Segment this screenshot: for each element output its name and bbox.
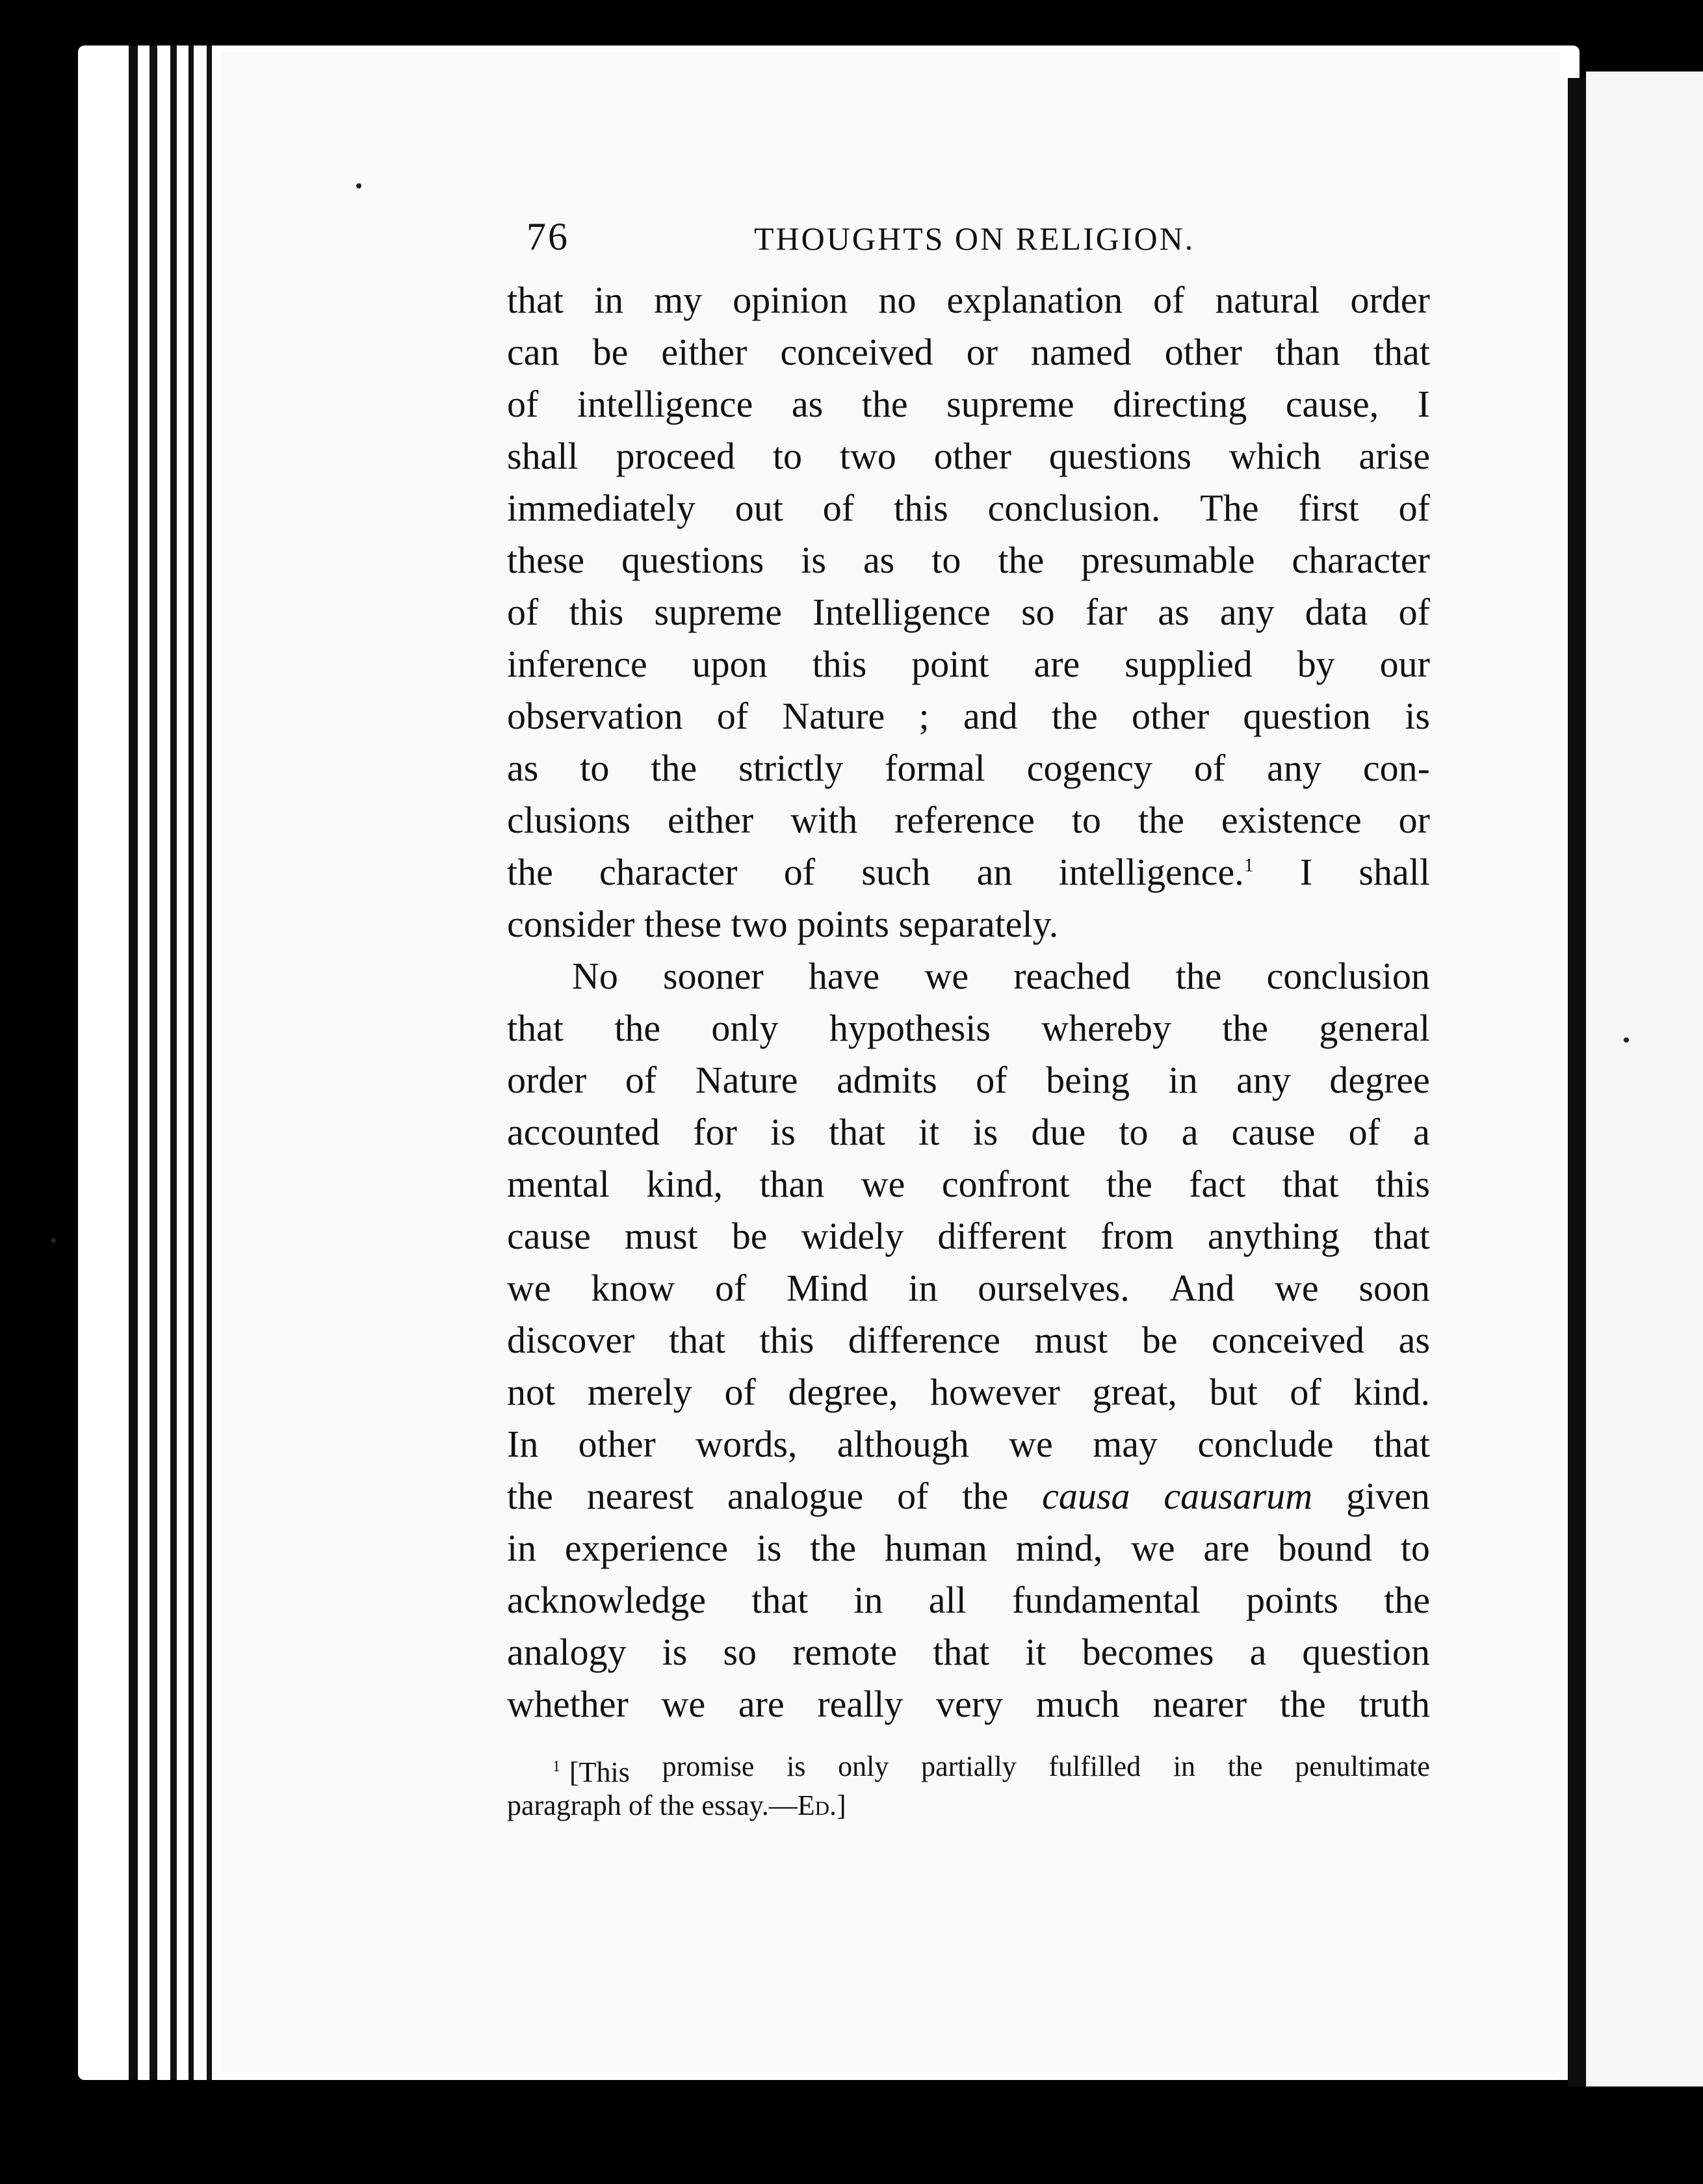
scan-speck [356,183,361,188]
book-gutter [1568,78,1586,2086]
text-line: of intelligence as the supreme directing cause, I [507,383,1430,425]
text-line: accounted for is that it is due to a cause of a [507,1111,1430,1153]
text-line: analogy is so remote that it becomes a question [507,1631,1430,1673]
footnote-line: paragraph of the essay.— Ed. ] [507,1789,846,1821]
footnote [507,1747,1430,1825]
text-line: In other words, although we may conclude that [507,1423,1430,1465]
page-edge [150,46,157,2080]
text-line: No sooner have we reached the conclusion [572,955,1430,997]
text-line: clusions either with reference to the existence or [507,799,1430,841]
text-line: in experience is the human mind, we are bound to [507,1527,1430,1569]
text-line: inference upon this point are supplied by our [507,643,1430,685]
text-line: that in my opinion no explanation of natural order [507,279,1430,321]
text-line: cause must be widely different from anything that [507,1215,1430,1257]
page-edge [188,46,194,2080]
page-edge [170,46,177,2080]
text-line: can be either conceived or named other than that [507,331,1430,373]
footnote-marker: 1 [552,1758,560,1775]
text-line: whether we are really very much nearer the truth [507,1683,1430,1725]
text-line: not merely of degree, however great, but of kind. [507,1371,1430,1413]
text-line: these questions is as to the presumable character [507,539,1430,581]
text-line: the nearest analogue of the causa causarum given [507,1470,1430,1522]
italic-term: causarum [1164,1475,1313,1517]
text-line: that the only hypothesis whereby the general [507,1007,1430,1049]
footnote-reference: 1 [1243,854,1254,876]
text-line: discover that this difference must be conceived as [507,1319,1430,1361]
italic-term: causa [1042,1475,1130,1517]
text-line: consider these two points separately. [507,903,1059,945]
page-number: 76 [526,215,569,258]
text-line: observation of Nature ; and the other question is [507,695,1430,737]
paragraph-2 [507,950,1430,1730]
paragraph-1 [507,274,1430,950]
text-line: acknowledge that in all fundamental points the [507,1579,1430,1621]
text-line: we know of Mind in ourselves. And we soon [507,1267,1430,1309]
scan-speck [1624,1037,1629,1043]
text-line: the character of such an intelligence.$^1$ I shall [507,851,1430,893]
text-line: mental kind, than we confront the fact that this [507,1163,1430,1205]
page-text [507,214,1430,1825]
running-title: THOUGHTS ON RELIGION. [754,220,1195,257]
text-line: order of Nature admits of being in any degree [507,1059,1430,1101]
text-line: of this supreme Intelligence so far as any data of [507,591,1430,633]
footnote-line: 1 [This promise is only partially fulfilled in the penultimate [507,1747,1430,1786]
text-line: as to the strictly formal cogency of any con- [507,747,1430,789]
facing-page-edge [1586,72,1703,2086]
page-edge [129,46,138,2080]
running-head [507,214,1430,274]
page-edge [207,46,212,2080]
scan-speck [51,1238,56,1243]
text-line: shall proceed to two other questions which arise [507,435,1430,477]
text-line: immediately out of this conclusion. The first of [507,487,1430,529]
